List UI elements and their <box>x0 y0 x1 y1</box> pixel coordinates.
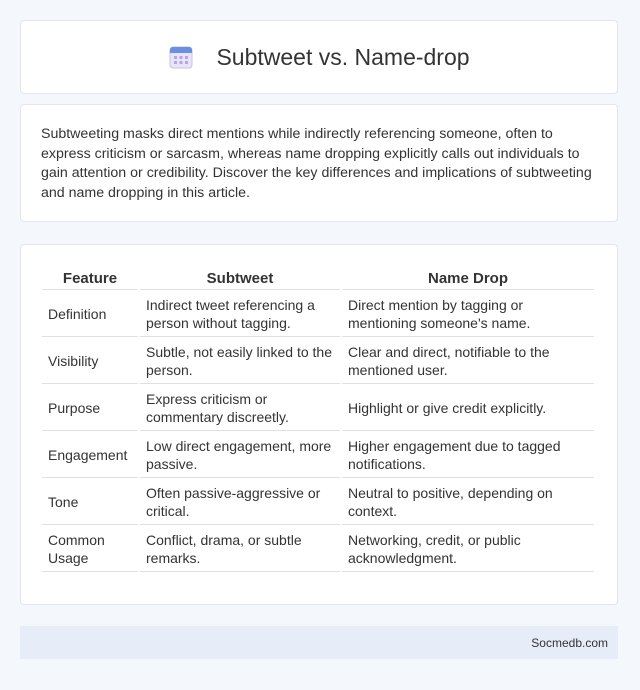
row-subtweet-cell: Express criticism or commentary discreetly. <box>140 386 340 431</box>
footer-site-link[interactable]: Socmedb.com <box>531 635 608 650</box>
table-card <box>20 244 618 605</box>
row-name-drop-cell: Highlight or give credit explicitly. <box>342 386 594 431</box>
row-name-drop-cell: Neutral to positive, depending on context. <box>342 480 594 525</box>
row-subtweet-cell: Conflict, drama, or subtle remarks. <box>140 527 340 572</box>
intro-card <box>20 104 618 222</box>
table-row <box>42 433 594 478</box>
header-card <box>20 20 618 94</box>
table-row <box>42 480 594 525</box>
row-name-drop-cell: Direct mention by tagging or mentioning someone's name. <box>342 292 594 337</box>
row-subtweet-cell: Indirect tweet referencing a person without tagging. <box>140 292 340 337</box>
row-name-drop-cell: Clear and direct, notifiable to the mentioned user. <box>342 339 594 384</box>
table-row <box>42 386 594 431</box>
header-subtweet: Subtweet <box>140 267 340 290</box>
table-row <box>42 527 594 572</box>
row-subtweet-cell: Subtle, not easily linked to the person. <box>140 339 340 384</box>
table-row <box>42 292 594 337</box>
title-wrap <box>168 44 469 71</box>
row-feature-cell: Engagement <box>42 433 138 478</box>
intro-text: Subtweeting masks direct mentions while indirectly referencing someone, often to express criticism or sarcasm, whereas name dropping explicitly calls out individuals to gain attention or credibility. Discover the key differences and implications of subtweeting and name dropping in this article. <box>41 126 592 201</box>
row-name-drop-cell: Networking, credit, or public acknowledgment. <box>342 527 594 572</box>
row-feature-cell: Definition <box>42 292 138 337</box>
calendar-icon <box>168 44 194 70</box>
header-feature: Feature <box>42 267 138 290</box>
table-header-row <box>42 267 594 290</box>
table-row <box>42 339 594 384</box>
row-feature-cell: Visibility <box>42 339 138 384</box>
header-name-drop: Name Drop <box>342 267 594 290</box>
row-feature-cell: Purpose <box>42 386 138 431</box>
row-feature-cell: Common Usage <box>42 527 138 572</box>
page-title: Subtweet vs. Name-drop <box>216 43 470 70</box>
comparison-table <box>40 265 596 574</box>
row-subtweet-cell: Often passive-aggressive or critical. <box>140 480 340 525</box>
row-name-drop-cell: Higher engagement due to tagged notifications. <box>342 433 594 478</box>
row-subtweet-cell: Low direct engagement, more passive. <box>140 433 340 478</box>
row-feature-cell: Tone <box>42 480 138 525</box>
footer-bar <box>20 626 618 659</box>
